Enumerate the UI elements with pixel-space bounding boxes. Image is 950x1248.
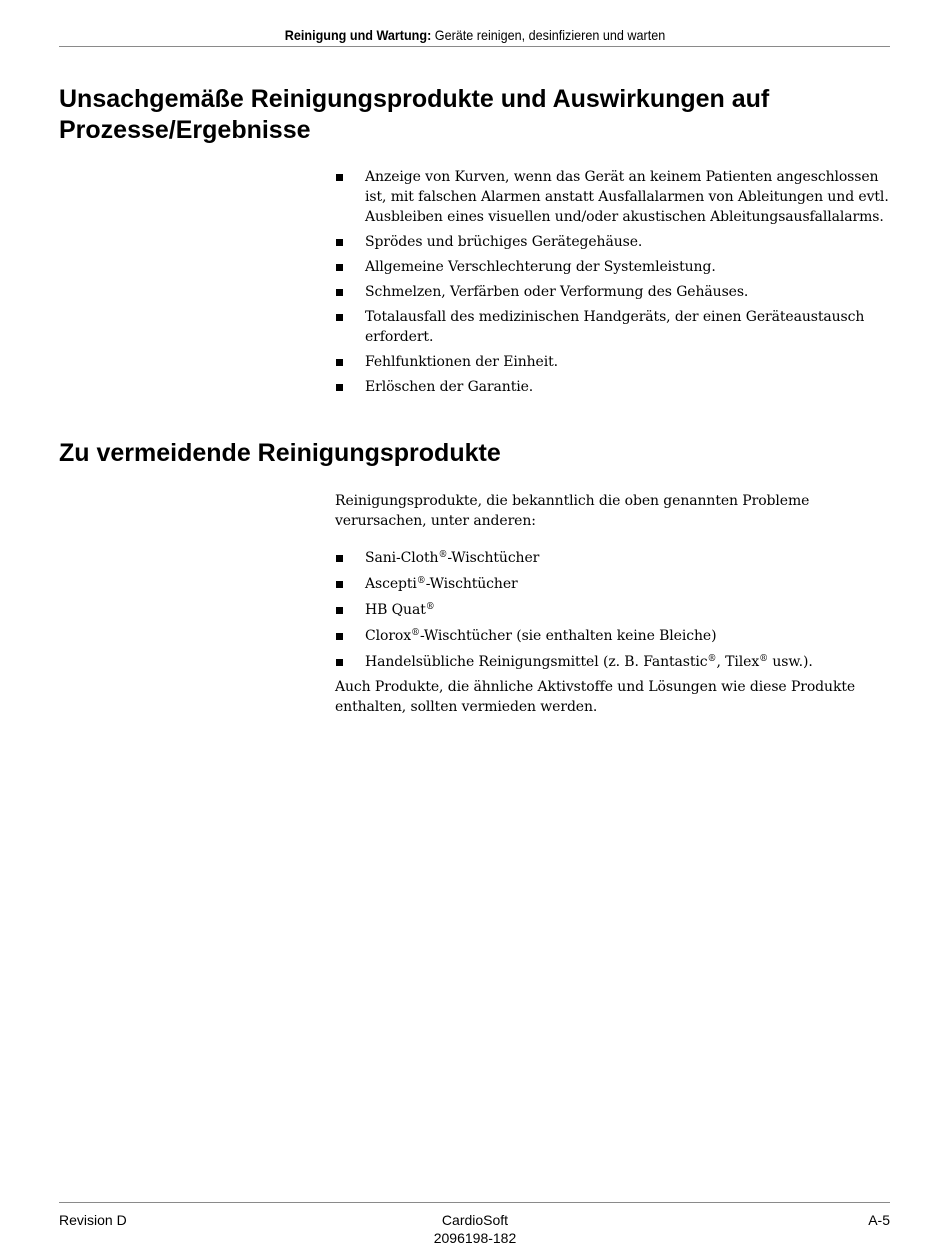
footer-product [375, 1211, 575, 1247]
square-bullet-icon [336, 289, 343, 296]
list-item [335, 282, 891, 302]
footer-product-name: CardioSoft [441, 1212, 509, 1228]
list-item [335, 626, 891, 646]
list-item [335, 257, 891, 277]
list-item [335, 574, 891, 594]
registered-mark: ® [759, 654, 769, 664]
square-bullet-icon [336, 581, 343, 588]
square-bullet-icon [336, 659, 343, 666]
list-item [335, 232, 891, 252]
list-item [335, 377, 891, 397]
product-name: HB Quat [365, 602, 426, 618]
list-item-text: Fehlfunktionen der Einheit. [365, 354, 558, 370]
product-suffix: -Wischtücher [447, 550, 540, 566]
section-heading-avoid-products: Zu vermeidende Reinigungsprodukte [59, 439, 501, 467]
square-bullet-icon [336, 174, 343, 181]
header-divider [59, 46, 890, 47]
square-bullet-icon [336, 633, 343, 640]
list-item-text: Allgemeine Verschlechterung der Systemleistung. [365, 259, 716, 275]
product-name: Sani-Cloth [365, 550, 439, 566]
heading-line-2: Prozesse/Ergebnisse [59, 116, 311, 144]
list-item-text: Erlöschen der Garantie. [365, 379, 534, 395]
product-text: Handelsübliche Reinigungsmittel (z. B. Fantastic [365, 654, 708, 670]
footer-divider [59, 1202, 890, 1203]
outro-paragraph: Auch Produkte, die ähnliche Aktivstoffe und Lösungen wie diese Produkte enthalten, sollten vermieden werden. [335, 679, 856, 715]
square-bullet-icon [336, 239, 343, 246]
footer-revision: Revision D [59, 1212, 127, 1228]
avoid-products-intro [335, 491, 891, 531]
product-name: Ascepti [365, 576, 417, 592]
registered-mark: ® [707, 654, 717, 664]
square-bullet-icon [336, 384, 343, 391]
list-item-text: Schmelzen, Verfärben oder Verformung des Gehäuses. [365, 284, 749, 300]
registered-mark: ® [411, 628, 420, 638]
product-text: , Tilex [716, 654, 760, 670]
effects-list [335, 167, 891, 402]
list-item-text: Anzeige von Kurven, wenn das Gerät an keinem Patienten angeschlossen ist, mit falschen Alarmen anstatt Ausfallalarmen von Ableitungen und evtl. Ausbleiben eines visuellen und/oder akustischen Ableitungsausfallalarms. [365, 169, 889, 225]
registered-mark: ® [416, 576, 426, 586]
header-section-subtitle: Geräte reinigen, desinfizieren und warten [431, 27, 666, 43]
section-heading-improper-products [59, 84, 859, 146]
list-item [335, 652, 891, 672]
product-suffix: -Wischtücher (sie enthalten keine Bleiche) [419, 628, 717, 644]
list-item [335, 307, 891, 347]
avoid-products-outro [335, 677, 891, 717]
square-bullet-icon [336, 264, 343, 271]
heading-line-1: Unsachgemäße Reinigungsprodukte und Auswirkungen auf [59, 85, 770, 113]
square-bullet-icon [336, 607, 343, 614]
square-bullet-icon [336, 359, 343, 366]
running-header [102, 26, 849, 44]
intro-paragraph: Reinigungsprodukte, die bekanntlich die oben genannten Probleme verursachen, unter anderen: [335, 493, 810, 529]
product-suffix: -Wischtücher [425, 576, 518, 592]
footer-document-number: 2096198-182 [433, 1230, 517, 1246]
registered-mark: ® [438, 550, 448, 560]
header-section-title: Reinigung und Wartung: [284, 27, 432, 43]
list-item [335, 167, 891, 227]
footer-page-number: A-5 [868, 1212, 890, 1228]
avoid-products-list [335, 548, 891, 678]
registered-mark: ® [425, 602, 435, 612]
list-item-text: Sprödes und brüchiges Gerätegehäuse. [365, 234, 643, 250]
list-item [335, 352, 891, 372]
square-bullet-icon [336, 314, 343, 321]
square-bullet-icon [336, 555, 343, 562]
list-item [335, 600, 891, 620]
list-item-text: Totalausfall des medizinischen Handgeräts, der einen Geräteaustausch erfordert. [365, 309, 865, 345]
product-suffix: usw.). [768, 654, 813, 670]
list-item [335, 548, 891, 568]
product-name: Clorox [365, 628, 412, 644]
